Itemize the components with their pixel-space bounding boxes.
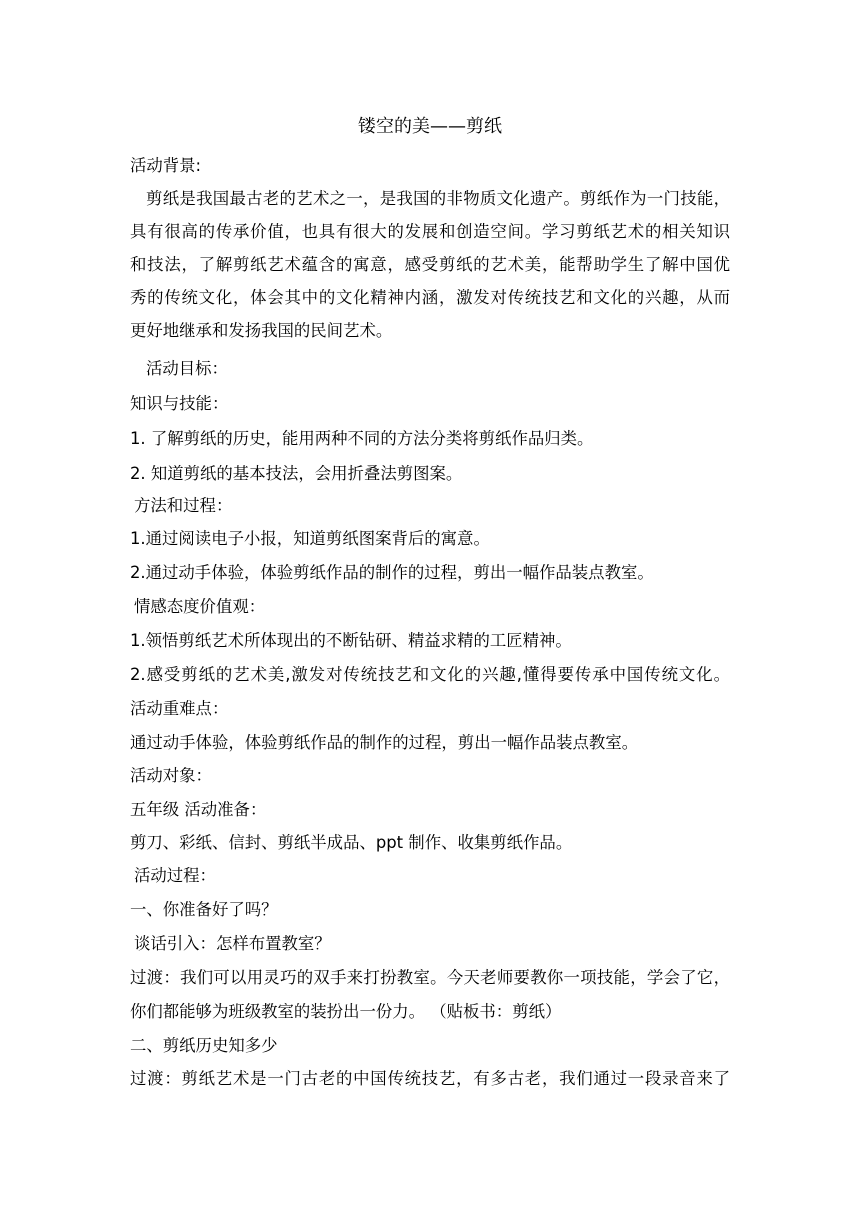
paragraph-line: 剪刀、彩纸、信封、剪纸半成品、ppt 制作、收集剪纸作品。 <box>130 833 573 852</box>
list-item: 1.通过阅读电子小报，知道剪纸图案背后的寓意。 <box>130 529 490 548</box>
paragraph-line: 五年级 活动准备： <box>130 800 267 819</box>
paragraph-line: 和技法，了解剪纸艺术蕴含的寓意，感受剪纸的艺术美，能帮助学生了解中国优 <box>130 255 730 274</box>
list-item: 1.领悟剪纸艺术所体现出的不断钻研、精益求精的工匠精神。 <box>130 631 572 650</box>
paragraph-line: 具有很高的传承价值，也具有很大的发展和创造空间。学习剪纸艺术的相关知识 <box>130 222 730 241</box>
paragraph-line: 更好地继承和发扬我国的民间艺术。 <box>130 321 393 340</box>
list-item: 2. 知道剪纸的基本技法，会用折叠法剪图案。 <box>130 464 463 483</box>
section-heading: 一、你准备好了吗？ <box>130 900 278 919</box>
paragraph-line: 通过动手体验，体验剪纸作品的制作的过程，剪出一幅作品装点教室。 <box>130 733 639 752</box>
document-title: 镂空的美——剪纸 <box>358 116 502 137</box>
heading-activity-goals: 活动目标： <box>146 359 228 378</box>
paragraph-line: 过渡：剪纸艺术是一门古老的中国传统技艺，有多古老，我们通过一段录音来了 <box>130 1069 730 1088</box>
section-heading: 二、剪纸历史知多少 <box>130 1036 278 1055</box>
list-item: 2.通过动手体验，体验剪纸作品的制作的过程，剪出一幅作品装点教室。 <box>130 563 654 582</box>
heading-key-difficulties: 活动重难点： <box>130 699 229 718</box>
list-item: 2.感受剪纸的艺术美,激发对传统技艺和文化的兴趣,懂得要传承中国传统文化。 <box>130 665 730 684</box>
heading-activity-target: 活动对象： <box>130 766 212 785</box>
paragraph-line: 你们都能够为班级教室的装扮出一份力。 （贴板书：剪纸） <box>130 1002 562 1021</box>
paragraph-line: 谈话引入：怎样布置教室？ <box>134 934 331 953</box>
heading-emotion-values: 情感态度价值观： <box>134 597 266 616</box>
heading-method-process: 方法和过程： <box>134 496 233 515</box>
paragraph-line: 秀的传统文化，体会其中的文化精神内涵，激发对传统技艺和文化的兴趣，从而 <box>130 288 730 307</box>
list-item: 1. 了解剪纸的历史，能用两种不同的方法分类将剪纸作品归类。 <box>130 429 594 448</box>
heading-activity-background: 活动背景: <box>130 156 202 175</box>
paragraph-line: 剪纸是我国最古老的艺术之一，是我国的非物质文化遗产。剪纸作为一门技能， <box>146 189 730 208</box>
heading-activity-process: 活动过程： <box>134 866 216 885</box>
heading-knowledge-skills: 知识与技能： <box>130 394 229 413</box>
paragraph-line: 过渡：我们可以用灵巧的双手来打扮教室。今天老师要教你一项技能，学会了它， <box>130 968 730 987</box>
